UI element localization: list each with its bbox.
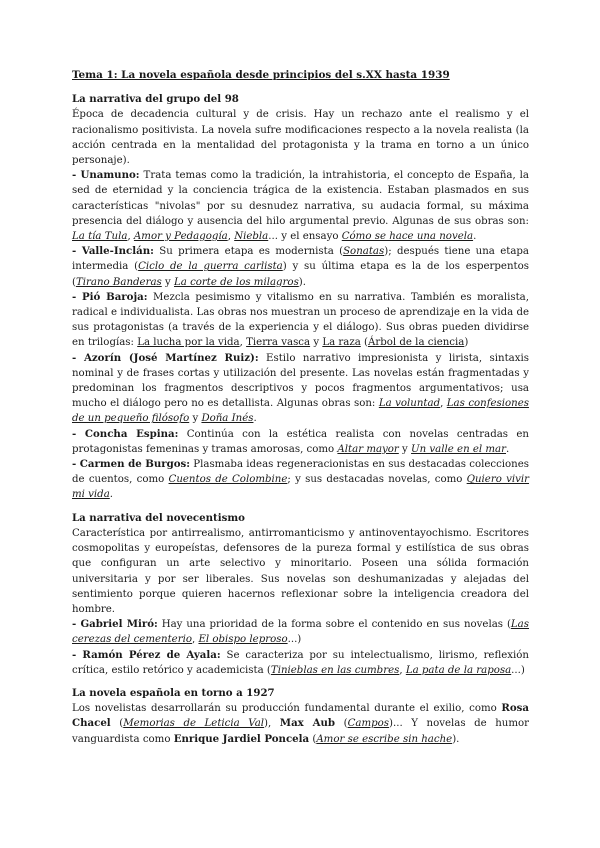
author-paragraph-valle-inclan (72, 244, 529, 290)
work-title: Tirano Banderas (75, 276, 162, 288)
body-text: ( (309, 733, 317, 745)
work-title: Amor se escribe sin hache (316, 733, 453, 745)
work-title: Quiero vivir mi vida (72, 474, 530, 501)
section-heading: La narrativa del novecentismo (72, 511, 245, 524)
author-text: ). (298, 276, 307, 288)
work-title: La pata de la raposa (405, 664, 512, 676)
separator: , (191, 634, 199, 646)
author-text: Trata temas como la tradición, la intrahistoria, el concepto de España, la sed de eternidad y la conciencia trágica de la existencia. Estaban plasmados en sus características "nivolas" por su desnudez narrativa, su audacia formal, su máxima presencia del diálogo y ausencia del hilo argumental previo. Algunas de sus obras son: (72, 170, 529, 227)
author-text: Mezcla pesimismo y vitalismo en su narrativa. También es moralista, radical e individualista. Las obras nos muestran un proceso de aprendizaje en la vida de sus protagonistas (a través de la experiencia y el diálogo). Sus obras pueden dividirse en trilogías: (72, 291, 529, 349)
work-title: Árbol de la ciencia (368, 337, 465, 349)
author-text: ...) (287, 634, 302, 646)
work-title: Las cerezas del cementerio (72, 619, 529, 646)
work-title: Cómo se hace una novela (341, 231, 474, 243)
work-title: Niebla (234, 231, 269, 243)
work-title: Memorias de Leticia Val (123, 718, 265, 730)
section-novela-1927 (72, 686, 529, 747)
work-title: Tierra vasca (246, 337, 311, 349)
author-paragraph-miro (72, 617, 529, 647)
author-name: - Azorín (José Martínez Ruiz): (72, 351, 259, 364)
author-paragraph-concha-espina (72, 427, 529, 457)
author-text: ...) (511, 664, 525, 676)
author-name: Rosa Chacel (72, 702, 529, 730)
author-text: y (161, 276, 174, 288)
body-text: )... Y novelas de humor vanguardista como (72, 718, 529, 745)
author-text: ( (360, 337, 369, 349)
work-title: La tía Tula (72, 231, 128, 243)
work-title: Doña Inés (201, 413, 254, 425)
author-text: . (473, 231, 477, 243)
body-text: ), (264, 718, 280, 730)
author-paragraph-azorin (72, 351, 529, 427)
work-title: Tinieblas en las cumbres (270, 664, 400, 676)
work-title: La corte de los milagros (174, 276, 299, 288)
separator: , (440, 398, 447, 410)
section-heading: La novela española en torno a 1927 (72, 686, 275, 699)
author-text: . (109, 489, 114, 501)
author-paragraph-carmen-de-burgos (72, 457, 529, 503)
author-paragraph-perez-de-ayala (72, 648, 529, 678)
work-title: Cuentos de Colombine (168, 474, 288, 486)
author-text: Estilo narrativo impresionista y lirista, sintaxis nominal y de frases cortas y utilización del presente. Las novelas están fragmentadas y predominan los fragmentos descriptivos y pocos fragmentos argumentativos; usa mucho el diálogo pero no es detallista. Algunas obras son: (72, 352, 529, 410)
author-text: ); después tiene una etapa intermedia ( (72, 246, 529, 273)
body-text: Los novelistas desarrollarán su producción fundamental durante el exilio, como (72, 703, 502, 715)
author-name: - Pió Baroja: (72, 290, 148, 303)
author-name: - Valle-Inclán: (72, 245, 154, 258)
author-text: ) (464, 337, 469, 349)
work-title: Campos (347, 718, 389, 730)
author-text: y (398, 443, 412, 455)
work-title: Amor y Pedagogía (133, 231, 228, 243)
section-body (72, 701, 529, 747)
author-name: - Gabriel Miró: (72, 618, 158, 631)
work-title: Un valle en el mar (411, 443, 507, 455)
section-heading: La narrativa del grupo del 98 (72, 93, 239, 106)
section-intro: Época de decadencia cultural y de crisis. Hay un rechazo ante el realismo y el racionalismo positivista. La novela sufre modificaciones respecto a la novela realista (la acción centrada en la mentalidad del protagonista y la trama en torno a un único personaje). (72, 109, 529, 167)
document-title: Tema 1: La novela española desde principios del s.XX hasta 1939 (72, 69, 450, 81)
body-text: ( (110, 718, 124, 730)
section-novecentismo (72, 511, 529, 678)
work-title: Ciclo de la guerra carlista (138, 261, 283, 273)
author-text: Continúa con la estética realista con novelas centradas en protagonistas femeninas y tramas amorosas, como (72, 428, 529, 455)
author-text: Se caracteriza por su intelectualismo, lirismo, reflexión crítica, estilo retórico y academicista ( (72, 649, 529, 676)
author-text: ; y sus destacadas novelas, como (287, 474, 467, 486)
author-text: . (506, 443, 510, 455)
work-title: La raza (322, 337, 361, 349)
author-text: ) y su última etapa es la de los esperpentos ( (72, 261, 529, 288)
author-name: - Carmen de Burgos: (72, 458, 191, 471)
author-text: y (310, 337, 323, 349)
section-grupo-98 (72, 92, 529, 502)
author-text: Plasmaba ideas regeneracionistas en sus destacadas colecciones de cuentos, como (72, 459, 529, 486)
separator: , (127, 231, 134, 243)
work-title: La lucha por la vida (137, 337, 240, 349)
body-text: ). (452, 733, 460, 745)
work-title: El obispo leproso (198, 634, 288, 646)
section-intro: Característica por antirrealismo, antirromanticismo y antinoventayochismo. Escritores cosmopolitas y europeístas, defensores de la pureza formal y estilística de sus obras que configuran un arte selectivo y minoritario. Poseen una sólida formación universitaria y por ser liberales. Sus novelas son deshumanizadas y alejadas del sentimiento porque quieren hacernos reflexionar sobre la inteligencia creadora del hombre. (72, 527, 529, 615)
author-text: . (253, 413, 257, 425)
separator: , (399, 664, 406, 676)
author-text: ... y el ensayo (268, 231, 342, 243)
author-text: y (189, 413, 202, 425)
author-text: Hay una prioridad de la forma sobre el contenido en sus novelas ( (157, 619, 511, 631)
author-name: - Unamuno: (72, 169, 140, 182)
author-name: - Ramón Pérez de Ayala: (72, 648, 221, 661)
author-name: - Concha Espina: (72, 427, 179, 440)
work-title: Altar mayor (337, 443, 399, 455)
author-name: Max Aub (279, 717, 336, 730)
work-title: Las confesiones de un pequeño filósofo (72, 398, 529, 425)
document-page (72, 68, 529, 755)
work-title: Sonatas (343, 246, 385, 258)
work-title: La voluntad (378, 398, 441, 410)
separator: , (227, 231, 235, 243)
author-name: Enrique Jardiel Poncela (173, 732, 310, 745)
body-text: ( (335, 718, 348, 730)
author-paragraph-unamuno (72, 168, 529, 244)
author-text: Su primera etapa es modernista ( (153, 246, 344, 258)
separator: , (239, 337, 247, 349)
author-paragraph-baroja (72, 290, 529, 351)
